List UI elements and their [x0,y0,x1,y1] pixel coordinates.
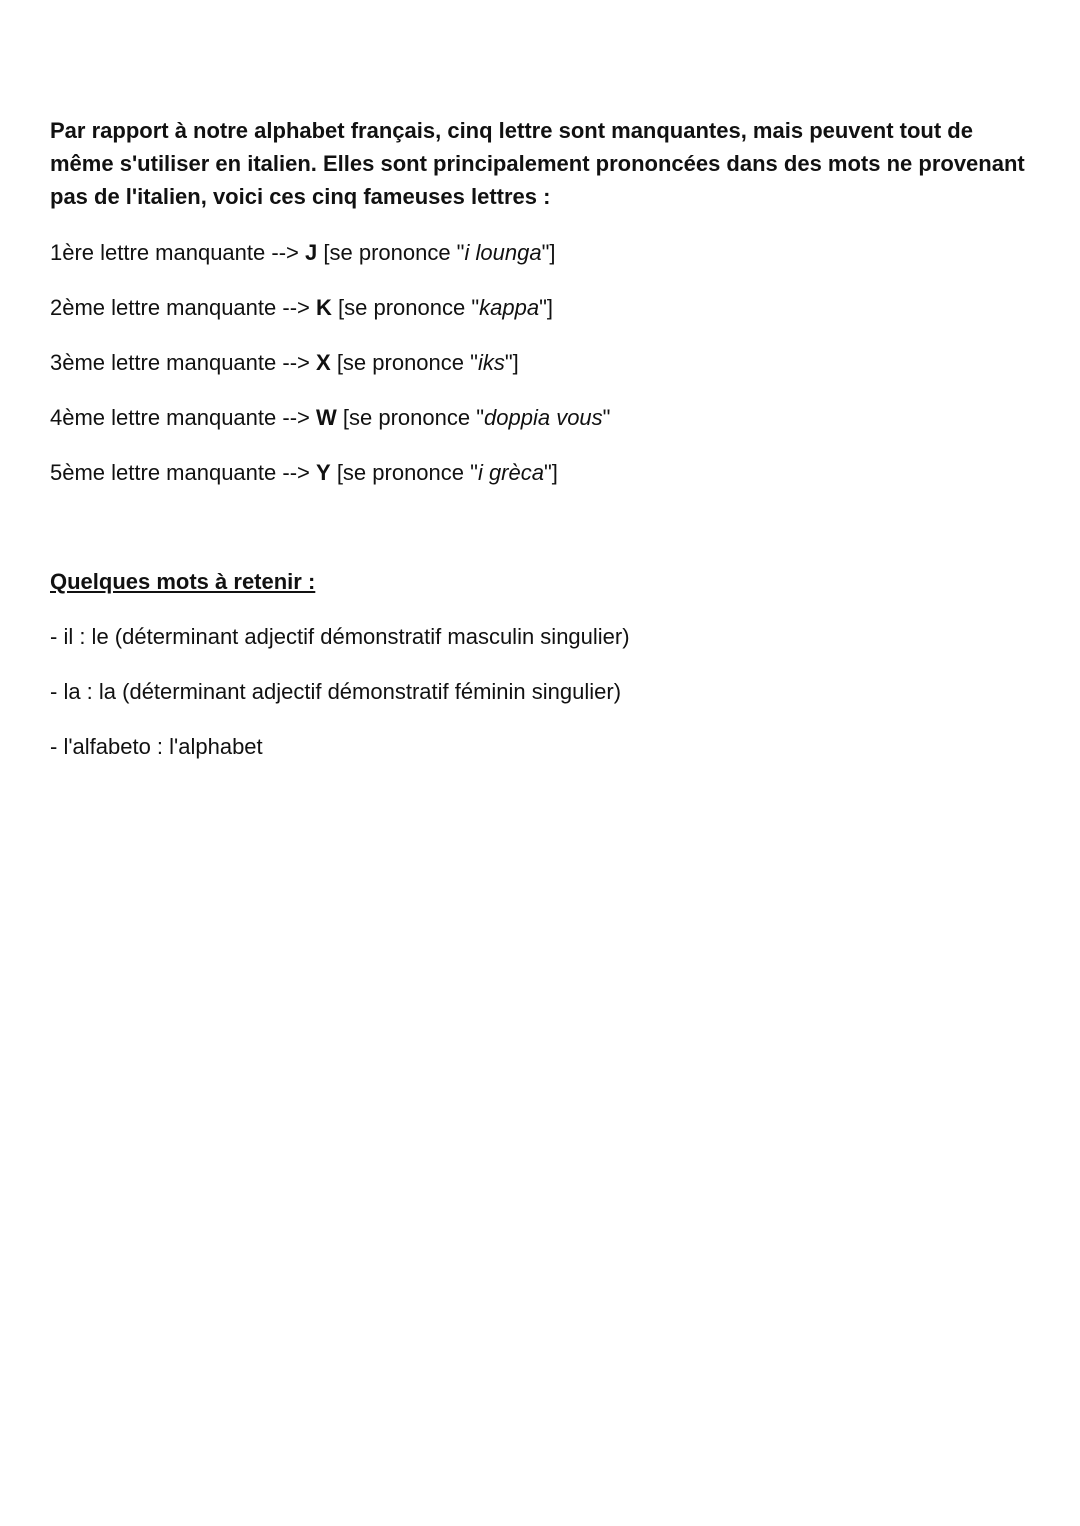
letter-ordinal: 5ème lettre manquante --> [50,460,310,485]
missing-letter-line [50,346,1040,401]
missing-letter-line [50,456,1040,511]
letter-ordinal: 4ème lettre manquante --> [50,405,310,430]
letter-ordinal: 1ère lettre manquante --> [50,240,299,265]
vocab-list [50,620,1040,785]
vocab-item: - l'alfabeto : l'alphabet [50,734,263,759]
pronounce-open: [se prononce " [342,405,485,430]
letter-value: Y [316,460,331,485]
pronounce-close: "] [541,240,556,265]
letter-ordinal: 2ème lettre manquante --> [50,295,310,320]
pronounce-open: [se prononce " [336,350,478,375]
vocab-item: - la : la (déterminant adjectif démonstratif féminin singulier) [50,679,622,704]
pronunciation: kappa [479,295,540,320]
missing-letter-line [50,291,1040,346]
pronounce-open: [se prononce " [323,240,465,265]
pronounce-close: "] [543,460,558,485]
letter-ordinal: 3ème lettre manquante --> [50,350,310,375]
letter-value: J [305,240,318,265]
missing-letters-list [50,236,1040,511]
missing-letter-line [50,401,1040,456]
letter-value: K [316,295,332,320]
pronounce-open: [se prononce " [338,295,480,320]
pronounce-open: [se prononce " [336,460,478,485]
vocab-heading: Quelques mots à retenir : [50,569,316,594]
pronounce-close: "] [539,295,554,320]
pronunciation: doppia vous [484,405,603,430]
letter-value: W [316,405,337,430]
pronunciation: i lounga [464,240,542,265]
pronunciation: iks [477,350,505,375]
intro-paragraph: Par rapport à notre alphabet français, cinq lettre sont manquantes, mais peuvent tout de même s'utiliser en italien. Elles sont principalement prononcées dans des mots ne provenant pas de l'italien, voici ces cinq fameuses lettres : [50,118,1025,209]
missing-letter-line [50,236,1040,291]
pronunciation: i grèca [477,460,544,485]
letter-value: X [316,350,331,375]
pronounce-close: "] [504,350,519,375]
vocab-item: - il : le (déterminant adjectif démonstratif masculin singulier) [50,624,630,649]
pronounce-close: " [602,405,611,430]
